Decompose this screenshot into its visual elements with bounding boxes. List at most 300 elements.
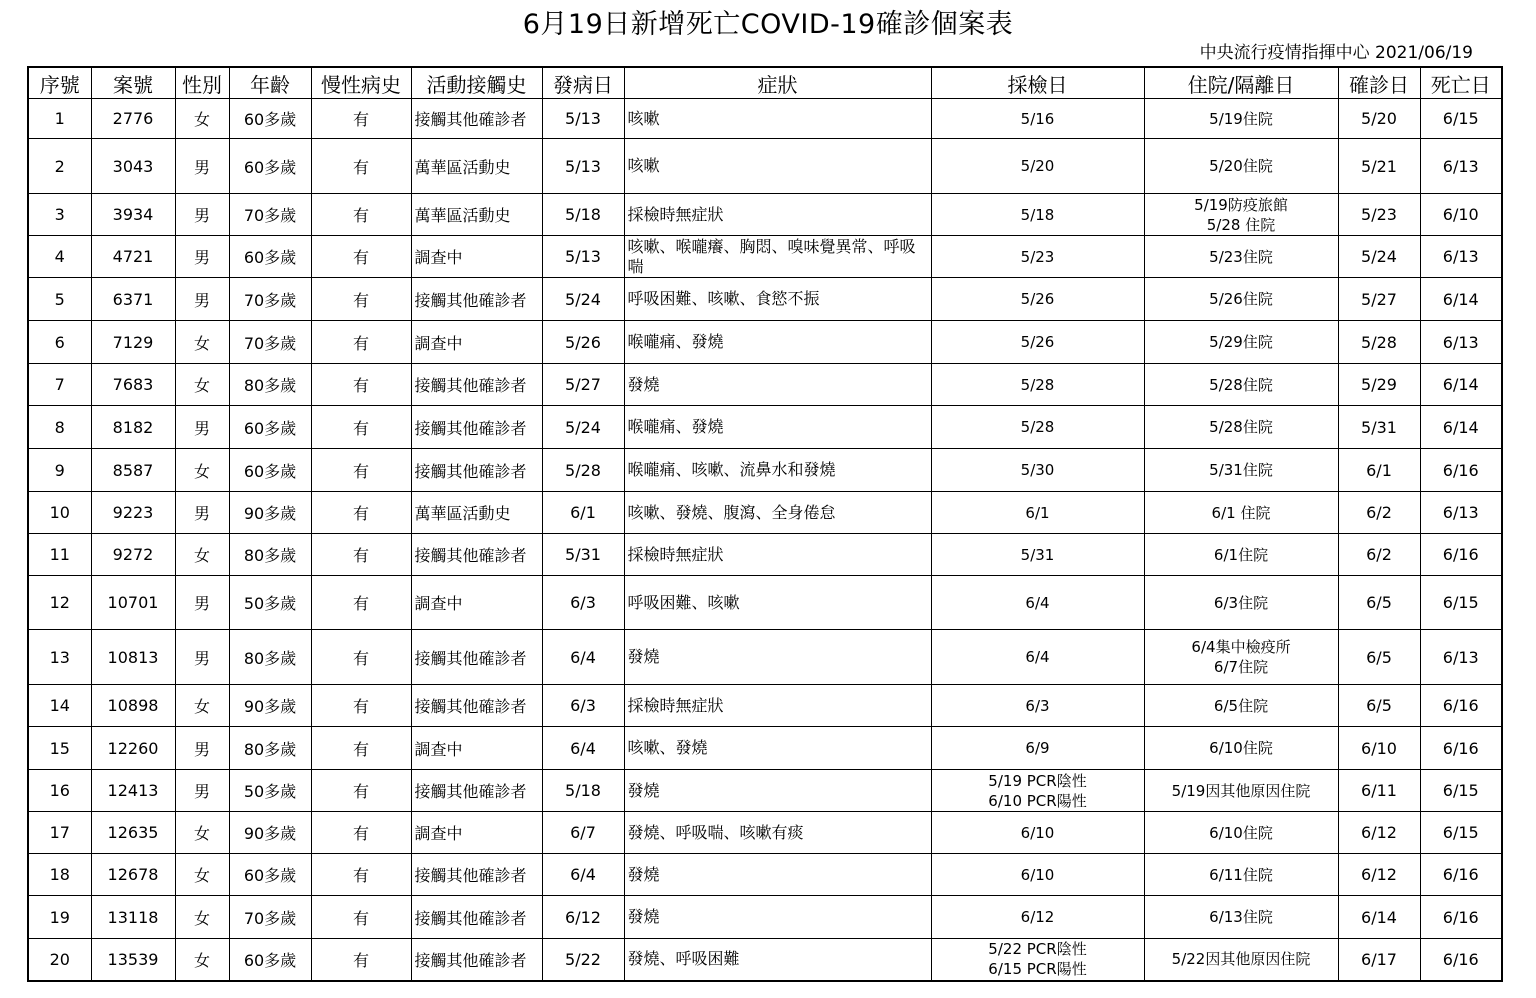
cell-confirm: 6/2 bbox=[1338, 492, 1420, 534]
cell-death: 6/16 bbox=[1420, 449, 1502, 492]
cell-no: 3 bbox=[28, 194, 91, 236]
cell-chronic: 有 bbox=[311, 630, 411, 685]
cell-case: 8587 bbox=[91, 449, 175, 492]
cell-confirm: 6/12 bbox=[1338, 812, 1420, 854]
cell-contact: 接觸其他確診者 bbox=[411, 534, 542, 576]
col-header: 慢性病史 bbox=[311, 67, 411, 99]
cell-sex: 女 bbox=[175, 99, 229, 139]
cell-onset: 5/18 bbox=[542, 194, 624, 236]
cell-chronic: 有 bbox=[311, 406, 411, 449]
cell-death: 6/16 bbox=[1420, 534, 1502, 576]
cell-case: 9272 bbox=[91, 534, 175, 576]
cell-death: 6/16 bbox=[1420, 685, 1502, 727]
cell-test-line: 5/23 bbox=[1020, 247, 1055, 266]
cell-confirm: 6/10 bbox=[1338, 727, 1420, 770]
cell-age: 60多歲 bbox=[229, 236, 311, 278]
cell-test-line: 5/28 bbox=[1020, 418, 1055, 436]
cell-sex: 男 bbox=[175, 194, 229, 236]
cell-test bbox=[931, 194, 1144, 236]
cell-case: 12413 bbox=[91, 770, 175, 812]
table-row bbox=[28, 854, 1502, 896]
cell-case: 7129 bbox=[91, 321, 175, 364]
cell-test-line: 5/16 bbox=[1020, 109, 1055, 128]
cell-age: 70多歲 bbox=[229, 896, 311, 939]
cell-contact: 接觸其他確診者 bbox=[411, 406, 542, 449]
cell-test bbox=[931, 449, 1144, 492]
cell-chronic: 有 bbox=[311, 99, 411, 139]
cell-onset: 5/26 bbox=[542, 321, 624, 364]
cell-death: 6/13 bbox=[1420, 630, 1502, 685]
cell-onset: 5/13 bbox=[542, 236, 624, 278]
cell-case: 9223 bbox=[91, 492, 175, 534]
cell-test-line: 5/30 bbox=[1020, 461, 1055, 479]
cell-confirm: 5/23 bbox=[1338, 194, 1420, 236]
cell-sex: 男 bbox=[175, 770, 229, 812]
cell-case: 13118 bbox=[91, 896, 175, 939]
cell-onset: 6/1 bbox=[542, 492, 624, 534]
cell-hosp bbox=[1144, 896, 1338, 939]
cell-hosp-line: 6/10住院 bbox=[1209, 739, 1273, 757]
cell-no: 7 bbox=[28, 364, 91, 406]
cell-hosp bbox=[1144, 321, 1338, 364]
cell-death: 6/13 bbox=[1420, 321, 1502, 364]
cell-contact: 接觸其他確診者 bbox=[411, 449, 542, 492]
cell-symptoms: 咳嗽 bbox=[624, 99, 931, 139]
cell-no: 13 bbox=[28, 630, 91, 685]
cell-confirm: 6/5 bbox=[1338, 685, 1420, 727]
cell-hosp-line: 6/1 住院 bbox=[1211, 503, 1271, 522]
cell-age: 50多歲 bbox=[229, 770, 311, 812]
cell-sex: 男 bbox=[175, 576, 229, 630]
table-row bbox=[28, 812, 1502, 854]
cell-hosp bbox=[1144, 685, 1338, 727]
cell-sex: 男 bbox=[175, 139, 229, 194]
cell-chronic: 有 bbox=[311, 939, 411, 981]
cell-confirm: 5/29 bbox=[1338, 364, 1420, 406]
cell-confirm: 6/5 bbox=[1338, 630, 1420, 685]
cell-confirm: 6/17 bbox=[1338, 939, 1420, 981]
cell-symptoms: 呼吸困難、咳嗽 bbox=[624, 576, 931, 630]
cell-confirm: 5/28 bbox=[1338, 321, 1420, 364]
cell-age: 60多歲 bbox=[229, 99, 311, 139]
cell-symptoms: 喉嚨痛、發燒 bbox=[624, 406, 931, 449]
cell-death: 6/15 bbox=[1420, 770, 1502, 812]
cell-contact: 接觸其他確診者 bbox=[411, 99, 542, 139]
cell-onset: 5/31 bbox=[542, 534, 624, 576]
table-row bbox=[28, 364, 1502, 406]
cell-onset: 5/13 bbox=[542, 99, 624, 139]
cell-age: 90多歲 bbox=[229, 812, 311, 854]
cell-case: 2776 bbox=[91, 99, 175, 139]
cell-death: 6/14 bbox=[1420, 364, 1502, 406]
cell-test bbox=[931, 99, 1144, 139]
cell-sex: 女 bbox=[175, 896, 229, 939]
cell-hosp bbox=[1144, 812, 1338, 854]
cell-death: 6/15 bbox=[1420, 576, 1502, 630]
cell-age: 60多歲 bbox=[229, 139, 311, 194]
cell-hosp bbox=[1144, 278, 1338, 321]
cell-no: 10 bbox=[28, 492, 91, 534]
table-row bbox=[28, 896, 1502, 939]
cell-contact: 調查中 bbox=[411, 236, 542, 278]
cell-test-line: 6/12 bbox=[1020, 908, 1055, 926]
table-row bbox=[28, 630, 1502, 685]
cell-contact: 接觸其他確診者 bbox=[411, 896, 542, 939]
cell-contact: 接觸其他確診者 bbox=[411, 939, 542, 981]
cell-confirm: 5/21 bbox=[1338, 139, 1420, 194]
table-row bbox=[28, 576, 1502, 630]
cell-confirm: 6/5 bbox=[1338, 576, 1420, 630]
cell-hosp-line: 6/13住院 bbox=[1209, 908, 1273, 926]
cell-test bbox=[931, 534, 1144, 576]
cell-age: 60多歲 bbox=[229, 406, 311, 449]
cell-symptoms: 喉嚨痛、發燒 bbox=[624, 321, 931, 364]
cell-confirm: 5/20 bbox=[1338, 99, 1420, 139]
header-row bbox=[28, 67, 1502, 99]
cell-death: 6/14 bbox=[1420, 406, 1502, 449]
cell-hosp bbox=[1144, 630, 1338, 685]
cell-symptoms: 發燒 bbox=[624, 770, 931, 812]
cell-onset: 5/18 bbox=[542, 770, 624, 812]
cell-death: 6/10 bbox=[1420, 194, 1502, 236]
page-title: 6月19日新增死亡COVID-19確診個案表 bbox=[522, 9, 1014, 40]
cell-onset: 6/4 bbox=[542, 854, 624, 896]
cell-hosp-line: 6/7住院 bbox=[1213, 658, 1269, 676]
cell-onset: 6/4 bbox=[542, 727, 624, 770]
cell-hosp-line: 6/11住院 bbox=[1209, 865, 1273, 884]
col-header: 採檢日 bbox=[931, 67, 1144, 99]
cell-age: 80多歲 bbox=[229, 534, 311, 576]
table-row bbox=[28, 492, 1502, 534]
cell-no: 6 bbox=[28, 321, 91, 364]
cell-test bbox=[931, 321, 1144, 364]
cell-confirm: 5/27 bbox=[1338, 278, 1420, 321]
cell-case: 6371 bbox=[91, 278, 175, 321]
cell-case: 12635 bbox=[91, 812, 175, 854]
cell-hosp-line: 6/1住院 bbox=[1213, 545, 1269, 564]
cell-age: 80多歲 bbox=[229, 727, 311, 770]
cell-hosp bbox=[1144, 492, 1338, 534]
table-row bbox=[28, 449, 1502, 492]
col-header: 確診日 bbox=[1338, 67, 1420, 99]
cell-test bbox=[931, 406, 1144, 449]
cell-sex: 女 bbox=[175, 939, 229, 981]
cell-symptoms: 喉嚨痛、咳嗽、流鼻水和發燒 bbox=[624, 449, 931, 492]
cell-symptoms: 咳嗽、喉嚨癢、胸悶、嗅味覺異常、呼吸喘 bbox=[624, 236, 931, 278]
cell-hosp-line: 5/28 住院 bbox=[1206, 215, 1276, 234]
cell-chronic: 有 bbox=[311, 534, 411, 576]
cell-contact: 接觸其他確診者 bbox=[411, 278, 542, 321]
cell-symptoms: 發燒 bbox=[624, 630, 931, 685]
cell-hosp-line: 5/29住院 bbox=[1209, 333, 1273, 351]
cell-hosp-line: 5/19因其他原因住院 bbox=[1171, 781, 1311, 800]
cell-hosp bbox=[1144, 449, 1338, 492]
case-table bbox=[27, 66, 1503, 982]
table-row bbox=[28, 236, 1502, 278]
cell-onset: 5/13 bbox=[542, 139, 624, 194]
cell-test-line: 6/4 bbox=[1025, 593, 1050, 612]
cell-contact: 調查中 bbox=[411, 576, 542, 630]
cell-symptoms: 發燒、呼吸困難 bbox=[624, 939, 931, 981]
cell-test-line: 5/20 bbox=[1020, 157, 1055, 175]
cell-chronic: 有 bbox=[311, 236, 411, 278]
cell-death: 6/16 bbox=[1420, 854, 1502, 896]
cell-test-line: 5/19 PCR陰性 bbox=[988, 771, 1087, 790]
cell-contact: 接觸其他確診者 bbox=[411, 630, 542, 685]
cell-age: 80多歲 bbox=[229, 630, 311, 685]
cell-symptoms: 採檢時無症狀 bbox=[624, 534, 931, 576]
cell-no: 20 bbox=[28, 939, 91, 981]
cell-test bbox=[931, 812, 1144, 854]
cell-hosp-line: 5/22因其他原因住院 bbox=[1171, 950, 1311, 969]
cell-test bbox=[931, 576, 1144, 630]
cell-age: 70多歲 bbox=[229, 194, 311, 236]
cell-test bbox=[931, 364, 1144, 406]
cell-chronic: 有 bbox=[311, 896, 411, 939]
table-row bbox=[28, 534, 1502, 576]
cell-case: 12678 bbox=[91, 854, 175, 896]
cell-symptoms: 採檢時無症狀 bbox=[624, 685, 931, 727]
table-row bbox=[28, 194, 1502, 236]
col-header: 死亡日 bbox=[1420, 67, 1502, 99]
cell-test-line: 5/26 bbox=[1020, 290, 1055, 308]
cell-age: 80多歲 bbox=[229, 364, 311, 406]
cell-test-line: 6/10 PCR陽性 bbox=[988, 791, 1087, 810]
cell-hosp bbox=[1144, 236, 1338, 278]
cell-contact: 調查中 bbox=[411, 321, 542, 364]
table-row bbox=[28, 770, 1502, 812]
cell-chronic: 有 bbox=[311, 449, 411, 492]
cell-confirm: 6/2 bbox=[1338, 534, 1420, 576]
cell-onset: 5/27 bbox=[542, 364, 624, 406]
cell-confirm: 5/24 bbox=[1338, 236, 1420, 278]
cell-case: 8182 bbox=[91, 406, 175, 449]
cell-case: 10813 bbox=[91, 630, 175, 685]
table-row bbox=[28, 278, 1502, 321]
cell-age: 70多歲 bbox=[229, 321, 311, 364]
cell-case: 3043 bbox=[91, 139, 175, 194]
cell-case: 10701 bbox=[91, 576, 175, 630]
cell-test-line: 6/3 bbox=[1025, 696, 1050, 715]
table-row bbox=[28, 321, 1502, 364]
cell-case: 3934 bbox=[91, 194, 175, 236]
cell-hosp bbox=[1144, 364, 1338, 406]
cell-sex: 男 bbox=[175, 406, 229, 449]
cell-onset: 6/3 bbox=[542, 576, 624, 630]
cell-test bbox=[931, 854, 1144, 896]
col-header: 年齡 bbox=[229, 67, 311, 99]
cell-symptoms: 呼吸困難、咳嗽、食慾不振 bbox=[624, 278, 931, 321]
cell-contact: 萬華區活動史 bbox=[411, 194, 542, 236]
cell-test-line: 5/31 bbox=[1020, 545, 1055, 564]
cell-test bbox=[931, 939, 1144, 981]
cell-sex: 女 bbox=[175, 364, 229, 406]
table-row bbox=[28, 139, 1502, 194]
cell-chronic: 有 bbox=[311, 685, 411, 727]
cell-contact: 接觸其他確診者 bbox=[411, 770, 542, 812]
cell-onset: 5/28 bbox=[542, 449, 624, 492]
cell-hosp-line: 5/26住院 bbox=[1209, 290, 1273, 308]
cell-sex: 男 bbox=[175, 727, 229, 770]
col-header: 發病日 bbox=[542, 67, 624, 99]
cell-onset: 6/7 bbox=[542, 812, 624, 854]
table-row bbox=[28, 685, 1502, 727]
cell-sex: 女 bbox=[175, 321, 229, 364]
cell-hosp-line: 5/19住院 bbox=[1209, 109, 1273, 128]
cell-no: 11 bbox=[28, 534, 91, 576]
cell-chronic: 有 bbox=[311, 364, 411, 406]
table-row bbox=[28, 939, 1502, 981]
cell-test bbox=[931, 685, 1144, 727]
cell-test bbox=[931, 770, 1144, 812]
cell-hosp-line: 6/4集中檢疫所 bbox=[1191, 638, 1291, 656]
cell-test-line: 6/10 bbox=[1020, 865, 1055, 884]
cell-hosp bbox=[1144, 854, 1338, 896]
cell-no: 19 bbox=[28, 896, 91, 939]
cell-age: 60多歲 bbox=[229, 449, 311, 492]
table-row bbox=[28, 406, 1502, 449]
cell-age: 70多歲 bbox=[229, 278, 311, 321]
cell-no: 5 bbox=[28, 278, 91, 321]
cell-hosp bbox=[1144, 99, 1338, 139]
cell-death: 6/13 bbox=[1420, 139, 1502, 194]
cell-chronic: 有 bbox=[311, 139, 411, 194]
cell-hosp-line: 5/23住院 bbox=[1209, 247, 1273, 266]
cell-onset: 5/24 bbox=[542, 406, 624, 449]
cell-chronic: 有 bbox=[311, 492, 411, 534]
cell-age: 50多歲 bbox=[229, 576, 311, 630]
cell-test bbox=[931, 630, 1144, 685]
cell-hosp-line: 5/31住院 bbox=[1209, 461, 1273, 479]
cell-sex: 男 bbox=[175, 236, 229, 278]
table-row bbox=[28, 99, 1502, 139]
cell-hosp bbox=[1144, 139, 1338, 194]
cell-confirm: 6/1 bbox=[1338, 449, 1420, 492]
cell-contact: 接觸其他確診者 bbox=[411, 854, 542, 896]
cell-hosp bbox=[1144, 727, 1338, 770]
col-header: 性別 bbox=[175, 67, 229, 99]
cell-sex: 女 bbox=[175, 854, 229, 896]
col-header: 活動接觸史 bbox=[411, 67, 542, 99]
cell-chronic: 有 bbox=[311, 278, 411, 321]
cell-case: 13539 bbox=[91, 939, 175, 981]
cell-test bbox=[931, 727, 1144, 770]
cell-no: 16 bbox=[28, 770, 91, 812]
cell-test bbox=[931, 278, 1144, 321]
cell-test-line: 6/10 bbox=[1020, 823, 1055, 842]
cell-sex: 女 bbox=[175, 685, 229, 727]
cell-age: 60多歲 bbox=[229, 939, 311, 981]
cell-death: 6/15 bbox=[1420, 99, 1502, 139]
cell-sex: 男 bbox=[175, 630, 229, 685]
table-row bbox=[28, 727, 1502, 770]
cell-no: 4 bbox=[28, 236, 91, 278]
cell-test-line: 5/26 bbox=[1020, 333, 1055, 351]
cell-contact: 萬華區活動史 bbox=[411, 492, 542, 534]
cell-death: 6/13 bbox=[1420, 492, 1502, 534]
cell-chronic: 有 bbox=[311, 576, 411, 630]
cell-test-line: 6/1 bbox=[1025, 503, 1050, 522]
cell-test-line: 5/28 bbox=[1020, 375, 1055, 394]
cell-no: 2 bbox=[28, 139, 91, 194]
cell-no: 15 bbox=[28, 727, 91, 770]
cell-death: 6/13 bbox=[1420, 236, 1502, 278]
cell-onset: 6/3 bbox=[542, 685, 624, 727]
cell-contact: 調查中 bbox=[411, 812, 542, 854]
cell-chronic: 有 bbox=[311, 812, 411, 854]
cell-sex: 女 bbox=[175, 534, 229, 576]
cell-symptoms: 發燒 bbox=[624, 896, 931, 939]
cell-test bbox=[931, 492, 1144, 534]
cell-test bbox=[931, 236, 1144, 278]
cell-hosp bbox=[1144, 534, 1338, 576]
cell-age: 90多歲 bbox=[229, 492, 311, 534]
cell-hosp bbox=[1144, 194, 1338, 236]
cell-sex: 男 bbox=[175, 492, 229, 534]
cell-no: 12 bbox=[28, 576, 91, 630]
cell-test-line: 5/22 PCR陰性 bbox=[988, 940, 1087, 959]
cell-confirm: 6/11 bbox=[1338, 770, 1420, 812]
cell-sex: 男 bbox=[175, 278, 229, 321]
cell-no: 14 bbox=[28, 685, 91, 727]
col-header: 住院/隔離日 bbox=[1144, 67, 1338, 99]
cell-symptoms: 咳嗽 bbox=[624, 139, 931, 194]
cell-hosp-line: 5/19防疫旅館 bbox=[1194, 195, 1288, 214]
cell-symptoms: 採檢時無症狀 bbox=[624, 194, 931, 236]
cell-test-line: 5/18 bbox=[1020, 205, 1055, 224]
col-header: 症狀 bbox=[624, 67, 931, 99]
cell-death: 6/16 bbox=[1420, 727, 1502, 770]
cell-chronic: 有 bbox=[311, 727, 411, 770]
cell-contact: 接觸其他確診者 bbox=[411, 685, 542, 727]
cell-sex: 女 bbox=[175, 812, 229, 854]
cell-case: 7683 bbox=[91, 364, 175, 406]
cell-death: 6/15 bbox=[1420, 812, 1502, 854]
cell-onset: 6/12 bbox=[542, 896, 624, 939]
cell-test-line: 6/4 bbox=[1025, 648, 1050, 666]
cell-contact: 調查中 bbox=[411, 727, 542, 770]
cell-contact: 萬華區活動史 bbox=[411, 139, 542, 194]
cell-case: 4721 bbox=[91, 236, 175, 278]
cell-hosp-line: 5/20住院 bbox=[1209, 157, 1273, 175]
cell-symptoms: 咳嗽、發燒 bbox=[624, 727, 931, 770]
cell-age: 90多歲 bbox=[229, 685, 311, 727]
cell-hosp-line: 6/3住院 bbox=[1213, 593, 1269, 612]
cell-hosp bbox=[1144, 576, 1338, 630]
cell-confirm: 6/14 bbox=[1338, 896, 1420, 939]
cell-symptoms: 發燒 bbox=[624, 364, 931, 406]
cell-chronic: 有 bbox=[311, 854, 411, 896]
cell-death: 6/16 bbox=[1420, 896, 1502, 939]
cell-confirm: 5/31 bbox=[1338, 406, 1420, 449]
cell-no: 18 bbox=[28, 854, 91, 896]
cell-hosp-line: 6/5住院 bbox=[1213, 696, 1269, 715]
cell-onset: 5/22 bbox=[542, 939, 624, 981]
cell-no: 17 bbox=[28, 812, 91, 854]
cell-case: 12260 bbox=[91, 727, 175, 770]
cell-hosp bbox=[1144, 770, 1338, 812]
cell-death: 6/14 bbox=[1420, 278, 1502, 321]
cell-no: 9 bbox=[28, 449, 91, 492]
cell-age: 60多歲 bbox=[229, 854, 311, 896]
cell-test bbox=[931, 896, 1144, 939]
cell-chronic: 有 bbox=[311, 321, 411, 364]
cell-hosp bbox=[1144, 406, 1338, 449]
cell-hosp-line: 5/28住院 bbox=[1209, 418, 1273, 436]
col-header: 序號 bbox=[28, 67, 91, 99]
cell-symptoms: 發燒 bbox=[624, 854, 931, 896]
cell-chronic: 有 bbox=[311, 194, 411, 236]
